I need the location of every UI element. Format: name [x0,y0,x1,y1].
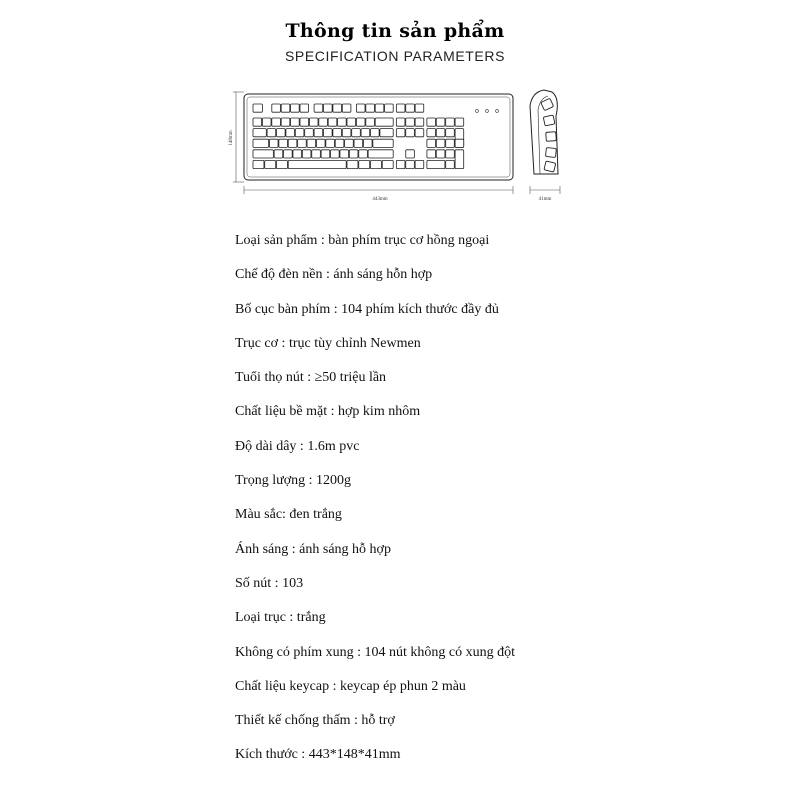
keycap [354,139,363,147]
keycap [340,150,349,158]
keycap [316,139,325,147]
keycap [356,118,365,126]
keycap [253,160,264,168]
keycap [356,104,365,112]
keycap [314,104,323,112]
keycap [307,139,316,147]
keycap [265,160,276,168]
keycap [338,118,347,126]
keycap [406,129,415,137]
keycap [347,118,356,126]
spec-item: Màu sắc: đen trắng [235,507,342,523]
keycap [406,150,415,158]
keycap [253,118,262,126]
spec-item: Chất liệu bề mặt : hợp kim nhôm [235,404,421,420]
keycap [347,160,358,168]
spec-item: Chế độ đèn nền : ánh sáng hỗn hợp [235,267,433,283]
keycap [446,160,455,168]
keycap [455,118,464,126]
keycap [277,160,288,168]
keycap [291,118,300,126]
spec-item: Không có phím xung : 104 nút không có xung đột [235,644,515,660]
keycap [324,129,333,137]
width-dimension [244,186,513,194]
keycap [300,104,309,112]
keycap [427,150,436,158]
keycap [333,129,342,137]
depth-label: 41mm [538,197,552,202]
keycap [446,118,455,126]
spec-list [235,224,755,773]
spec-item: Tuổi thọ nút : ≥50 triệu lần [235,370,387,386]
keycap [288,160,346,168]
keycap [333,104,342,112]
keycap [361,129,370,137]
keycap [436,118,445,126]
keycap [375,118,393,126]
keycap [272,104,281,112]
keycap [446,129,455,137]
keycap [324,104,333,112]
keycap [281,118,290,126]
keycap [427,139,436,147]
spec-item: Chất liệu keycap : keycap ép phun 2 màu [235,678,466,694]
keycap [349,150,358,158]
keycap [319,118,328,126]
keycap [309,118,318,126]
keycap [267,129,276,137]
keycap [396,160,405,168]
keycap [281,104,290,112]
keycap [335,139,344,147]
spec-item: Loại sản phẩm : bàn phím trục cơ hồng ngoại [235,233,490,248]
keycap [415,160,424,168]
keycap [396,129,405,137]
keycap [295,129,304,137]
keycap [286,129,295,137]
keycap [436,150,445,158]
keycap [436,129,445,137]
keycap [253,104,262,112]
keycap [302,150,311,158]
keycap [284,150,293,158]
keycap [253,150,273,158]
keycap [345,139,354,147]
keycap [366,104,375,112]
keycap [415,104,424,112]
keycap [279,139,288,147]
keycap [396,104,405,112]
keycap [293,150,302,158]
keycap [291,104,300,112]
keycap [396,118,405,126]
keycap [331,150,340,158]
keycap [455,150,464,169]
keycap [321,150,330,158]
keycap [406,160,415,168]
keycap [446,150,455,158]
spec-item: Kích thước : 443*148*41mm [235,747,401,763]
keycap [415,129,424,137]
keycap [427,160,445,168]
spec-item: Trọng lượng : 1200g [235,473,351,489]
keycap [312,150,321,158]
height-label: 148mm [229,130,234,146]
keycap [300,118,309,126]
keycap [288,139,297,147]
keycap [455,139,464,147]
width-label: 443mm [372,197,388,202]
keycap [277,129,286,137]
keycap [328,118,337,126]
keycap [342,129,351,137]
keycap [415,118,424,126]
keycap [262,118,271,126]
keycap [253,129,266,137]
spec-item: Độ dài dây : 1.6m pvc [235,438,360,454]
keycap [359,150,368,158]
keycap [375,104,384,112]
keyboard-dimension-diagram [222,86,574,206]
keycap [272,118,281,126]
keycap [359,160,370,168]
keycap [305,129,314,137]
keycap [446,139,455,147]
keycap [406,104,415,112]
keycap [371,160,382,168]
keycap [427,129,436,137]
spec-item: Số nút : 103 [235,575,304,591]
page-subtitle: SPECIFICATION PARAMETERS [284,48,506,64]
keycap [368,150,393,158]
keycap [363,139,372,147]
spec-item: Ánh sáng : ánh sáng hỗ hợp [235,541,391,557]
keycap [352,129,361,137]
keycap [274,150,283,158]
page-title: Thông tin sản phẩm [285,20,505,42]
keycap [382,160,393,168]
keycap [385,104,394,112]
keycap [380,129,393,137]
height-dimension [233,92,244,182]
keycap [314,129,323,137]
spec-item: Thiết kế chống thấm : hỗ trợ [235,713,395,729]
keycap [371,129,380,137]
keycap [298,139,307,147]
keycap [436,139,445,147]
keycap [427,118,436,126]
keycap [269,139,278,147]
keycap [366,118,375,126]
spec-item: Bố cục bàn phím : 104 phím kích thước đầy đủ [235,301,499,317]
keycap [326,139,335,147]
keycap [406,118,415,126]
spec-item: Loại trục : trắng [235,610,326,626]
keycap [342,104,351,112]
keycap [373,139,393,147]
spec-item: Trục cơ : trục tùy chỉnh Newmen [235,335,421,351]
keycap [253,139,269,147]
depth-dimension [530,186,560,194]
